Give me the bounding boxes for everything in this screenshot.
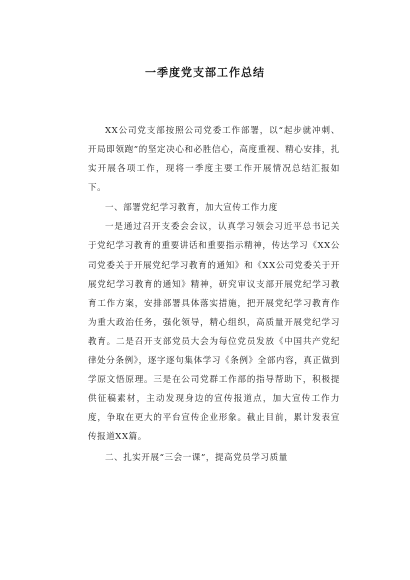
- document-body: [88, 122, 340, 468]
- intro-paragraph: XX公司党支部按照公司党委工作部署，以“起步就冲刺、开局即领跑”的坚定决心和必胜信心，高度重视、精心安排，扎实开展各项工作，现将一季度主要工作开展情况总结汇报如下。: [88, 126, 340, 194]
- section-1-heading: 一、部署党纪学习教育，加大宣传工作力度: [105, 203, 278, 214]
- section-2-heading: 二、扎实开展“三会一课”，提高党员学习质量: [105, 452, 288, 463]
- section-1-paragraph: 一是通过召开支委会会议，认真学习领会习近平总书记关于党纪学习教育的重要讲话和重要指示精神，传达学习《XX公司党委关于开展党纪学习教育的通知》和《XX公司党委关于开展党纪学习教育的通知》精神，研究审议支部开展党纪学习教育工作方案，安排部署具体落实措施，把开展党纪学习教育作为重大政治任务，强化领导，精心组织，高质量开展党纪学习教育。二是召开支部党员大会为每位党员发放《中国共产党纪律处分条例》，逐字逐句集体学习《条例》全部内容，真正做到学原文悟原理。三是在公司党群工作部的指导帮助下，积极提供征稿素材，主动发现身边的宣传报道点，加大宣传工作力度，争取在更大的平台宣传企业形象。截止目前，累计发表宣传报道XX篇。: [88, 222, 340, 443]
- document-title: 一季度党支部工作总结: [145, 66, 265, 79]
